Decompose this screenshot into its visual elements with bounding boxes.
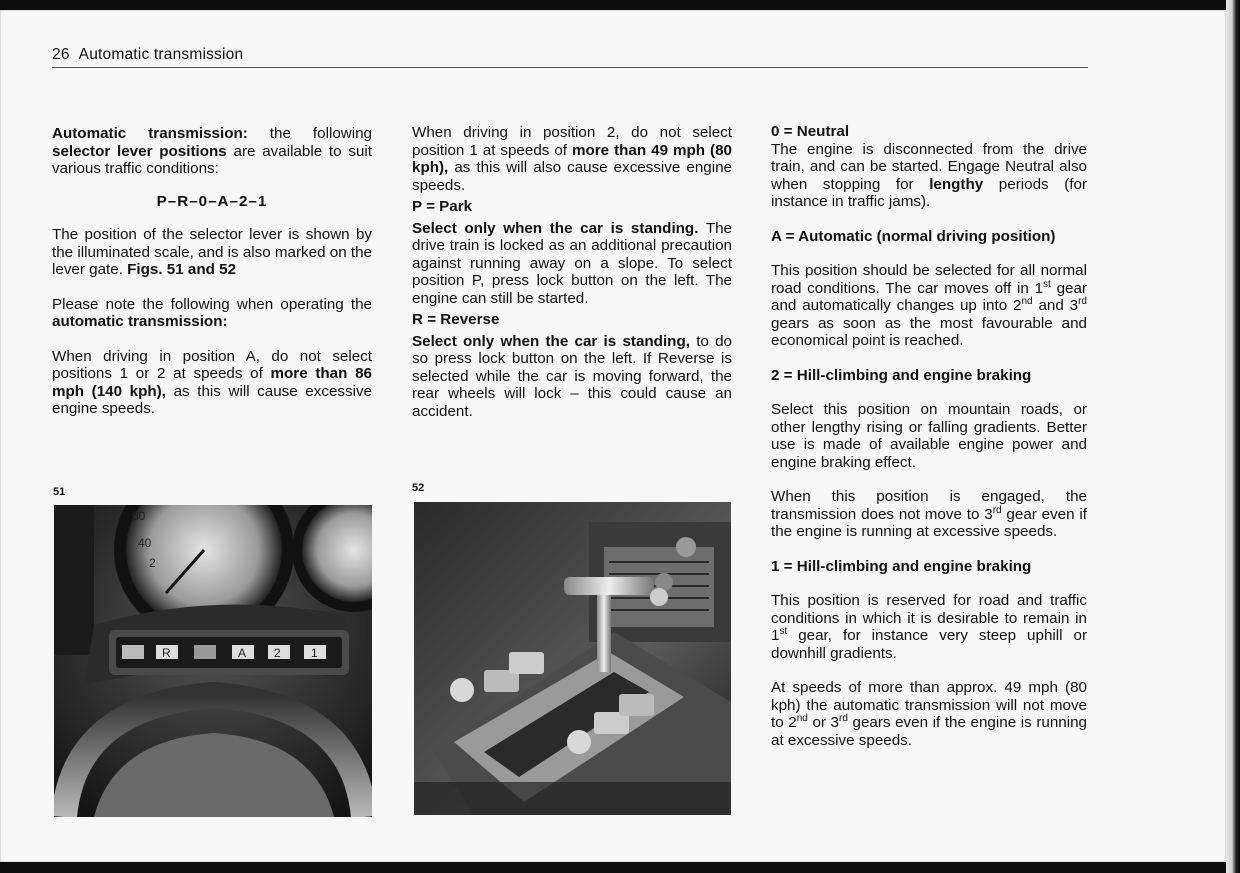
note-paragraph: Please note the following when operating the automatic transmission: (52, 295, 372, 330)
position-2-note: When this position is engaged, the transmission does not move to 3rd gear even if the engine is running at excessive speeds. (771, 488, 1087, 540)
figure-51-photo (54, 505, 372, 817)
gauge-2-text: 2 (149, 556, 156, 570)
park-paragraph: Select only when the car is standing. The drive train is locked as an additional precaution against running away on a slope. To select position P, press lock button on the left. The engine can still be started. (412, 219, 732, 307)
scale-a-text: A (238, 646, 247, 660)
neutral-heading: 0 = Neutral (771, 123, 850, 140)
figure-52-photo (414, 502, 731, 815)
neutral-paragraph: The engine is disconnected from the drive train, and can be started. Engage Neutral also when stopping for lengthy periods (for instance in traffic jams). (771, 140, 1087, 210)
position-2-paragraph: When driving in position 2, do not select position 1 at speeds of more than 49 mph (80 kph), as this will also cause excessive engine speeds. (412, 124, 732, 194)
figure-52-label: 52 (412, 482, 425, 494)
position-2-description: Select this position on mountain roads, or other lengthy rising or falling gradients. Better use is made of available engine power and engine braking effect. (771, 401, 1087, 471)
scale-1-text: 1 (311, 646, 318, 660)
figure-51-label: 51 (53, 486, 66, 498)
intro-paragraph: Automatic transmission: the following selector lever positions are available to suit various traffic conditions: (52, 125, 372, 177)
section-title: Automatic transmission (78, 46, 244, 63)
page-header (52, 46, 243, 64)
position-1-heading: 1 = Hill-climbing and engine braking (771, 557, 1032, 575)
page-number: 26 (52, 46, 70, 63)
position-paragraph: The position of the selector lever is shown by the illuminated scale, and is also marked on the lever gate. Figs. 51 and 52 (52, 226, 372, 278)
column-left (52, 125, 372, 418)
position-a-paragraph: When driving in position A, do not select positions 1 or 2 at speeds of more than 86 mph (140 kph), as this will cause excessive engine speeds. (52, 347, 372, 417)
speed-note-paragraph: At speeds of more than approx. 49 mph (80 kph) the automatic transmission will not move to 2nd or 3rd gears even if the engine is running at excessive speeds. (771, 679, 1087, 749)
automatic-heading: A = Automatic (normal driving position) (771, 227, 1056, 245)
scale-2-text: 2 (274, 646, 281, 660)
scale-r-text: R (162, 646, 171, 660)
gauge-60-text: 60 (132, 509, 146, 523)
position-1-paragraph: This position is reserved for road and traffic conditions in which it is desirable to remain in 1st gear, for instance very steep uphill or downhill gradients. (771, 592, 1087, 662)
reverse-heading: R = Reverse (412, 311, 500, 328)
position-2-heading: 2 = Hill-climbing and engine braking (771, 366, 1032, 384)
page-edge (1226, 0, 1240, 873)
header-rule (52, 67, 1088, 68)
gauge-40-text: 40 (138, 536, 152, 550)
selector-sequence: P–R–0–A–2–1 (156, 192, 268, 210)
column-right (771, 123, 1087, 749)
column-middle (412, 124, 732, 420)
automatic-paragraph: This position should be selected for all normal road conditions. The car moves off in 1st gear and automatically changes up into 2nd and 3rd gears as soon as the most favourable and economical point is reached. (771, 262, 1087, 349)
park-heading: P = Park (412, 198, 473, 215)
reverse-paragraph: Select only when the car is standing, to do so press lock button on the left. If Reverse is selected while the car is moving forward, the rear wheels will lock – this could cause an accident. (412, 332, 733, 420)
